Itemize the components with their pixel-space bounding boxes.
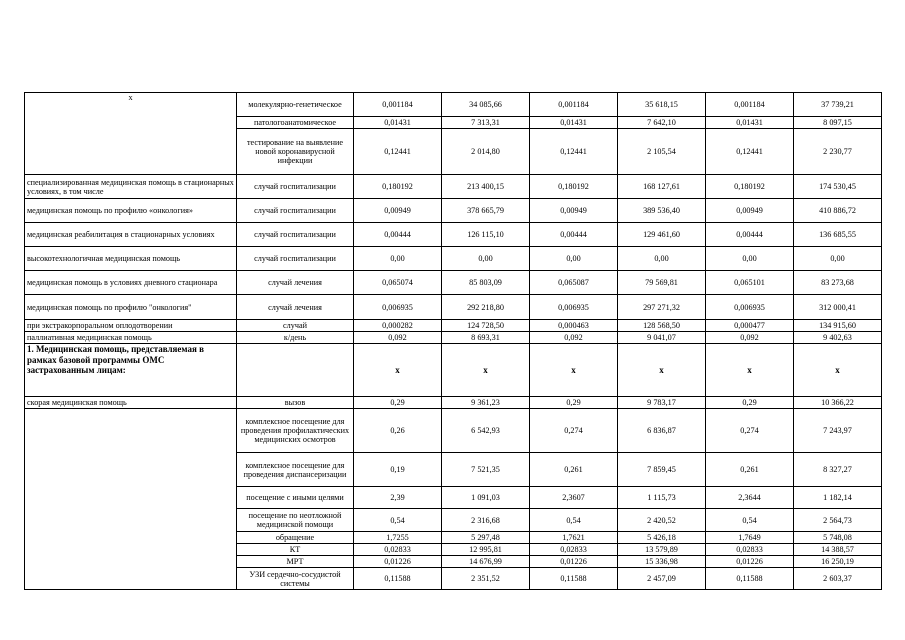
- norm-value-cell: 0,00: [706, 247, 794, 271]
- norm-value-cell: 0,092: [706, 332, 794, 344]
- cost-value-cell: 1 182,14: [794, 487, 882, 509]
- table-row: [25, 199, 882, 223]
- norm-value-cell: 0,54: [354, 509, 442, 532]
- norm-value-cell: 0,19: [354, 453, 442, 487]
- norm-value-cell: 0,180192: [354, 175, 442, 199]
- row-label: медицинская помощь в условиях дневного стационара: [25, 271, 237, 295]
- norm-value-cell: 2,3644: [706, 487, 794, 509]
- table-row: [25, 93, 882, 117]
- cost-value-cell: 5 297,48: [442, 532, 530, 544]
- tariff-table: [24, 92, 882, 590]
- unit-cell: обращение: [237, 532, 354, 544]
- cost-value-cell: 79 569,81: [618, 271, 706, 295]
- unit-cell: посещение с иными целями: [237, 487, 354, 509]
- row-label: медицинская реабилитация в стационарных условиях: [25, 223, 237, 247]
- norm-value-cell: 0,12441: [530, 129, 618, 175]
- norm-value-cell: 0,00949: [354, 199, 442, 223]
- norm-value-cell: 0,11588: [706, 568, 794, 590]
- table-row: [25, 397, 882, 409]
- cost-value-cell: 2 603,37: [794, 568, 882, 590]
- cost-value-cell: 389 536,40: [618, 199, 706, 223]
- cost-value-cell: х: [794, 344, 882, 397]
- row-label: скорая медицинская помощь: [25, 397, 237, 409]
- cost-value-cell: 6 836,87: [618, 409, 706, 453]
- cost-value-cell: 0,00: [442, 247, 530, 271]
- cost-value-cell: 6 542,93: [442, 409, 530, 453]
- table-row: [25, 332, 882, 344]
- norm-value-cell: 0,180192: [530, 175, 618, 199]
- table-row: [25, 175, 882, 199]
- norm-value-cell: х: [530, 344, 618, 397]
- cost-value-cell: 129 461,60: [618, 223, 706, 247]
- cost-value-cell: 378 665,79: [442, 199, 530, 223]
- cost-value-cell: 312 000,41: [794, 295, 882, 320]
- cost-value-cell: 128 568,50: [618, 320, 706, 332]
- cost-value-cell: 7 859,45: [618, 453, 706, 487]
- norm-value-cell: 0,180192: [706, 175, 794, 199]
- cost-value-cell: 2 230,77: [794, 129, 882, 175]
- unit-cell: МРТ: [237, 556, 354, 568]
- norm-value-cell: 0,11588: [354, 568, 442, 590]
- norm-value-cell: 0,092: [354, 332, 442, 344]
- cost-value-cell: 9 041,07: [618, 332, 706, 344]
- norm-value-cell: 0,092: [530, 332, 618, 344]
- cost-value-cell: 168 127,61: [618, 175, 706, 199]
- cost-value-cell: 9 783,17: [618, 397, 706, 409]
- norm-value-cell: 0,11588: [530, 568, 618, 590]
- cost-value-cell: 5 748,08: [794, 532, 882, 544]
- cost-value-cell: 2 420,52: [618, 509, 706, 532]
- cost-value-cell: 37 739,21: [794, 93, 882, 117]
- norm-value-cell: 0,54: [706, 509, 794, 532]
- cost-value-cell: 5 426,18: [618, 532, 706, 544]
- cost-value-cell: 12 995,81: [442, 544, 530, 556]
- cost-value-cell: х: [442, 344, 530, 397]
- norm-value-cell: 0,001184: [706, 93, 794, 117]
- unit-cell: КТ: [237, 544, 354, 556]
- norm-value-cell: 2,39: [354, 487, 442, 509]
- cost-value-cell: 14 388,57: [794, 544, 882, 556]
- norm-value-cell: 0,00949: [530, 199, 618, 223]
- cost-value-cell: х: [618, 344, 706, 397]
- row-label: медицинская помощь по профилю «онкология»: [25, 199, 237, 223]
- unit-cell: комплексное посещение для проведения диспансеризации: [237, 453, 354, 487]
- norm-value-cell: 0,274: [530, 409, 618, 453]
- norm-value-cell: 0,000463: [530, 320, 618, 332]
- table-row: [25, 295, 882, 320]
- cost-value-cell: 174 530,45: [794, 175, 882, 199]
- cost-value-cell: 126 115,10: [442, 223, 530, 247]
- cost-value-cell: 2 457,09: [618, 568, 706, 590]
- norm-value-cell: 1,7621: [530, 532, 618, 544]
- norm-value-cell: 0,26: [354, 409, 442, 453]
- cost-value-cell: 13 579,89: [618, 544, 706, 556]
- unit-cell: тестирование на выявление новой коронавирусной инфекции: [237, 129, 354, 175]
- cost-value-cell: 0,00: [618, 247, 706, 271]
- unit-cell: [237, 344, 354, 397]
- cost-value-cell: 8 097,15: [794, 117, 882, 129]
- cost-value-cell: 1 091,03: [442, 487, 530, 509]
- unit-cell: молекулярно-генетическое: [237, 93, 354, 117]
- table-row: [25, 409, 882, 453]
- cost-value-cell: 8 327,27: [794, 453, 882, 487]
- table-row: [25, 271, 882, 295]
- cost-value-cell: 7 521,35: [442, 453, 530, 487]
- table-row: [25, 320, 882, 332]
- table-row: [25, 344, 882, 397]
- norm-value-cell: 0,29: [706, 397, 794, 409]
- cost-value-cell: 34 085,66: [442, 93, 530, 117]
- norm-value-cell: 0,001184: [530, 93, 618, 117]
- norm-value-cell: х: [354, 344, 442, 397]
- row-label: 1. Медицинская помощь, представляемая в рамках базовой программы ОМС застрахованным лицам:: [25, 344, 237, 397]
- cost-value-cell: 16 250,19: [794, 556, 882, 568]
- norm-value-cell: 0,006935: [706, 295, 794, 320]
- row-label: специализированная медицинская помощь в стационарных условиях, в том числе: [25, 175, 237, 199]
- norm-value-cell: 0,001184: [354, 93, 442, 117]
- norm-value-cell: 0,00: [530, 247, 618, 271]
- unit-cell: УЗИ сердечно-сосудистой системы: [237, 568, 354, 590]
- norm-value-cell: 0,261: [530, 453, 618, 487]
- cost-value-cell: 134 915,60: [794, 320, 882, 332]
- unit-cell: случай: [237, 320, 354, 332]
- cost-value-cell: 7 642,10: [618, 117, 706, 129]
- norm-value-cell: 0,00444: [706, 223, 794, 247]
- norm-value-cell: 0,54: [530, 509, 618, 532]
- row-label: х: [25, 93, 237, 175]
- norm-value-cell: 0,12441: [706, 129, 794, 175]
- unit-cell: комплексное посещение для проведения профилактических медицинских осмотров: [237, 409, 354, 453]
- norm-value-cell: 0,065087: [530, 271, 618, 295]
- unit-cell: к/день: [237, 332, 354, 344]
- unit-cell: случай госпитализации: [237, 199, 354, 223]
- row-label: при экстракорпоральном оплодотворении: [25, 320, 237, 332]
- cost-value-cell: 297 271,32: [618, 295, 706, 320]
- norm-value-cell: 0,274: [706, 409, 794, 453]
- cost-value-cell: 35 618,15: [618, 93, 706, 117]
- norm-value-cell: 0,00444: [530, 223, 618, 247]
- cost-value-cell: 136 685,55: [794, 223, 882, 247]
- norm-value-cell: 0,02833: [530, 544, 618, 556]
- cost-value-cell: 2 105,54: [618, 129, 706, 175]
- norm-value-cell: 0,01226: [530, 556, 618, 568]
- cost-value-cell: 14 676,99: [442, 556, 530, 568]
- norm-value-cell: 0,006935: [530, 295, 618, 320]
- cost-value-cell: 2 316,68: [442, 509, 530, 532]
- norm-value-cell: х: [706, 344, 794, 397]
- row-label: паллиативная медицинская помощь: [25, 332, 237, 344]
- cost-value-cell: 85 803,09: [442, 271, 530, 295]
- cost-value-cell: 2 014,80: [442, 129, 530, 175]
- unit-cell: посещение по неотложной медицинской помощи: [237, 509, 354, 532]
- unit-cell: патологоанатомическое: [237, 117, 354, 129]
- unit-cell: случай госпитализации: [237, 223, 354, 247]
- norm-value-cell: 0,006935: [354, 295, 442, 320]
- norm-value-cell: 0,065101: [706, 271, 794, 295]
- norm-value-cell: 0,01431: [354, 117, 442, 129]
- norm-value-cell: 0,00949: [706, 199, 794, 223]
- row-label: высокотехнологичная медицинская помощь: [25, 247, 237, 271]
- cost-value-cell: 410 886,72: [794, 199, 882, 223]
- norm-value-cell: 0,01226: [354, 556, 442, 568]
- norm-value-cell: 0,02833: [354, 544, 442, 556]
- norm-value-cell: 0,01226: [706, 556, 794, 568]
- norm-value-cell: 0,02833: [706, 544, 794, 556]
- norm-value-cell: 0,29: [530, 397, 618, 409]
- cost-value-cell: 2 564,73: [794, 509, 882, 532]
- table-row: [25, 223, 882, 247]
- row-label: медицинская помощь по профилю "онкология": [25, 295, 237, 320]
- norm-value-cell: 0,00: [354, 247, 442, 271]
- norm-value-cell: 0,261: [706, 453, 794, 487]
- norm-value-cell: 1,7255: [354, 532, 442, 544]
- cost-value-cell: 9 361,23: [442, 397, 530, 409]
- norm-value-cell: 0,01431: [706, 117, 794, 129]
- cost-value-cell: 8 693,31: [442, 332, 530, 344]
- cost-value-cell: 124 728,50: [442, 320, 530, 332]
- cost-value-cell: 0,00: [794, 247, 882, 271]
- cost-value-cell: 9 402,63: [794, 332, 882, 344]
- norm-value-cell: 0,12441: [354, 129, 442, 175]
- cost-value-cell: 2 351,52: [442, 568, 530, 590]
- norm-value-cell: 2,3607: [530, 487, 618, 509]
- cost-value-cell: 7 243,97: [794, 409, 882, 453]
- unit-cell: случай лечения: [237, 295, 354, 320]
- row-label: [25, 409, 237, 590]
- unit-cell: случай госпитализации: [237, 175, 354, 199]
- cost-value-cell: 15 336,98: [618, 556, 706, 568]
- table-row: [25, 247, 882, 271]
- cost-value-cell: 10 366,22: [794, 397, 882, 409]
- unit-cell: случай лечения: [237, 271, 354, 295]
- norm-value-cell: 0,065074: [354, 271, 442, 295]
- norm-value-cell: 0,01431: [530, 117, 618, 129]
- unit-cell: случай госпитализации: [237, 247, 354, 271]
- cost-value-cell: 83 273,68: [794, 271, 882, 295]
- cost-value-cell: 1 115,73: [618, 487, 706, 509]
- norm-value-cell: 0,29: [354, 397, 442, 409]
- cost-value-cell: 7 313,31: [442, 117, 530, 129]
- unit-cell: вызов: [237, 397, 354, 409]
- norm-value-cell: 0,000282: [354, 320, 442, 332]
- norm-value-cell: 1,7649: [706, 532, 794, 544]
- cost-value-cell: 292 218,80: [442, 295, 530, 320]
- cost-value-cell: 213 400,15: [442, 175, 530, 199]
- norm-value-cell: 0,000477: [706, 320, 794, 332]
- norm-value-cell: 0,00444: [354, 223, 442, 247]
